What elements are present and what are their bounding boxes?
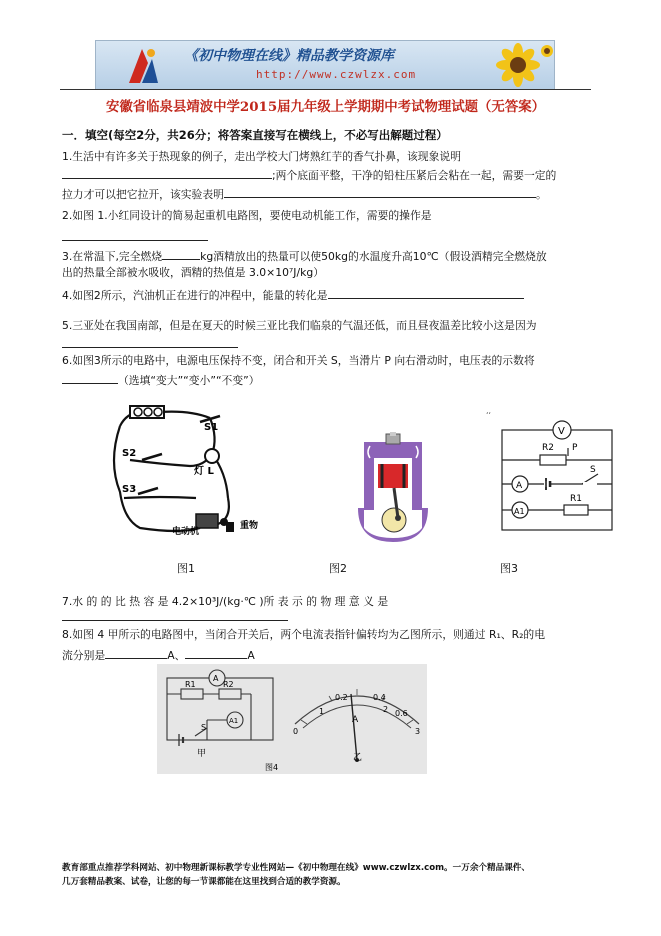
switch-s2-icon [142, 454, 162, 460]
question-8-text-b: 流分别是 [62, 649, 106, 662]
meter-unit-label: A [352, 715, 359, 725]
question-6-text-b: （选填“变大”“变小”“不变”） [118, 374, 260, 387]
meter-tick-bottom-0: 0 [293, 727, 299, 736]
fig3-label-p: P [572, 443, 578, 453]
fig3-label-v: V [558, 426, 565, 437]
fig4-resistor-r1-icon [181, 689, 203, 699]
figure-1-crane-circuit [100, 402, 270, 538]
question-8-unit-2: A [247, 649, 255, 662]
fig3-label-a1: A1 [514, 507, 525, 516]
sunflower-icon [492, 41, 554, 89]
question-7-text: 7.水 的 的 比 热 容 是 4.2×10³J/(kg·℃ )所 表 示 的 物 理 意 义 是 [62, 595, 389, 608]
svg-text:‘‘: ‘‘ [486, 411, 492, 420]
answer-blank-1[interactable] [62, 167, 272, 179]
footer-line-2: 几万套精品教案、试卷，让您的每一节课都能在这里找到合适的教学资源。 [62, 877, 346, 887]
answer-blank-7[interactable] [62, 372, 118, 384]
fig1-label-weight: 重物 [240, 521, 259, 531]
footer [62, 861, 602, 889]
fig1-label-motor: 电动机 [172, 527, 200, 537]
answer-blank-5[interactable] [328, 287, 524, 299]
fig1-label-lamp: 灯 L [194, 466, 214, 477]
question-1-text-a: 1.生活中有许多关于热现象的例子，走出学校大门烤熟红芋的香气扑鼻，该现象说明 [62, 150, 461, 163]
question-6-text-a: 6.如图3所示的电路中，电源电压保持不变，闭合和开关 S，当滑片 P 向右滑动时，电压表的示数将 [62, 354, 535, 367]
question-6-line-1 [62, 354, 535, 368]
motor-icon [196, 514, 218, 528]
question-3-text-b: kg酒精放出的热量可以使50kg的水温度升高10℃（假设酒精完全燃烧放 [200, 250, 547, 263]
answer-blank-6[interactable] [62, 347, 238, 348]
header-banner [95, 40, 555, 90]
question-8-line-2 [62, 647, 255, 663]
answer-blank-4[interactable] [162, 248, 200, 260]
answer-blank-10[interactable] [185, 647, 247, 659]
fig3-label-r1: R1 [570, 494, 582, 504]
question-3-line-1 [62, 248, 547, 264]
question-1-text-b: ;两个底面平整，干净的铅柱压紧后会粘在一起，需要一定的 [272, 169, 557, 182]
question-8-unit-1: A、 [167, 649, 186, 662]
figure-3-circuit [484, 410, 624, 544]
question-3-text-a: 3.在常温下,完全燃烧 [62, 250, 163, 263]
answer-blank-2[interactable] [224, 186, 536, 198]
meter-tick-bottom-3: 3 [415, 727, 421, 736]
fig4-label-a: A [213, 674, 219, 683]
lamp-icon [205, 449, 219, 463]
meter-tick-top-2: 0.6 [395, 709, 408, 718]
question-3-line-2 [62, 266, 324, 280]
fig1-label-s1: S1 [204, 422, 219, 433]
answer-blank-8[interactable] [62, 620, 288, 621]
fig4-resistor-r2-icon [219, 689, 241, 699]
rheostat-r2-icon [540, 455, 566, 465]
fig4-label-a1: A1 [229, 717, 239, 725]
weight-icon [226, 522, 234, 532]
fig3-label-a: A [516, 481, 523, 491]
answer-blank-3[interactable] [62, 240, 208, 241]
header-rule [60, 89, 591, 90]
figure-4-caption: 图4 [265, 763, 279, 772]
fig4-label-r2: R2 [223, 680, 234, 689]
fig4-label-s: S [201, 723, 207, 732]
question-3-text-c: 出的热量全部被水吸收，酒精的热值是 3.0×10⁷J/kg） [62, 266, 324, 279]
banner-url[interactable]: http://www.czwlzx.com [256, 68, 417, 81]
fig3-label-r2: R2 [542, 443, 554, 453]
answer-blank-9[interactable] [105, 647, 167, 659]
fig1-label-s3: S3 [122, 484, 137, 495]
figure-4 [157, 664, 427, 774]
question-2-text: 2.如图 1.小红同设计的简易起重机电路图，要使电动机能工作，需要的操作是 [62, 209, 432, 222]
meter-tick-top-0: 0.2 [335, 693, 348, 702]
site-logo-icon [126, 45, 160, 85]
question-6-line-2 [62, 372, 260, 388]
question-5-line-1 [62, 319, 537, 333]
question-2-line-1 [62, 209, 432, 223]
fig4-label-r1: R1 [185, 680, 196, 689]
question-1-end: 。 [535, 188, 547, 201]
fig4-label-jia: 甲 [197, 749, 207, 759]
section-heading: 一．填空(每空2分，共26分；将答案直接写在横线上，不必写出解题过程） [62, 128, 448, 142]
question-1-line-2 [62, 167, 556, 183]
question-8-line-1 [62, 628, 545, 642]
meter-tick-top-1: 0.4 [373, 693, 386, 702]
question-4-line-1 [62, 287, 524, 303]
fig4-label-yi: 乙 [353, 753, 363, 763]
question-1-line-1 [62, 150, 461, 164]
figure-2-engine [354, 432, 432, 544]
meter-tick-bottom-2: 2 [383, 705, 389, 714]
meter-tick-bottom-1: 1 [319, 707, 325, 716]
question-7-line-1 [62, 595, 388, 609]
figure-3-caption: 图3 [500, 562, 518, 575]
question-8-text-a: 8.如图 4 甲所示的电路图中，当闭合开关后，两个电流表指针偏转均为乙图所示，则通过 R₁、R₂的电 [62, 628, 545, 641]
question-4-text: 4.如图2所示，汽油机正在进行的冲程中，能量的转化是 [62, 289, 328, 302]
figure-2-caption: 图2 [329, 562, 347, 575]
figure-1-caption: 图1 [177, 562, 195, 575]
question-1-text-c: 拉力才可以把它拉开，该实验表明 [62, 188, 224, 201]
page-title: 安徽省临泉县靖波中学2015届九年级上学期期中考试物理试题（无答案） [106, 99, 545, 115]
fig1-label-s2: S2 [122, 448, 137, 459]
question-5-text: 5.三亚处在我国南部，但是在夏天的时候三亚比我们临泉的气温还低，而且昼夜温差比较小这是因为 [62, 319, 537, 332]
banner-title: 《初中物理在线》精品教学资源库 [184, 48, 394, 64]
fig3-label-s: S [590, 465, 596, 475]
switch-s3-icon [138, 488, 158, 494]
footer-line-1: 教育部重点推荐学科网站、初中物理新课标教学专业性网站—《初中物理在线》www.czwlzx.com。一万余个精品课件、 [62, 863, 530, 873]
question-1-line-3 [62, 186, 547, 202]
resistor-r1-icon [564, 505, 588, 515]
